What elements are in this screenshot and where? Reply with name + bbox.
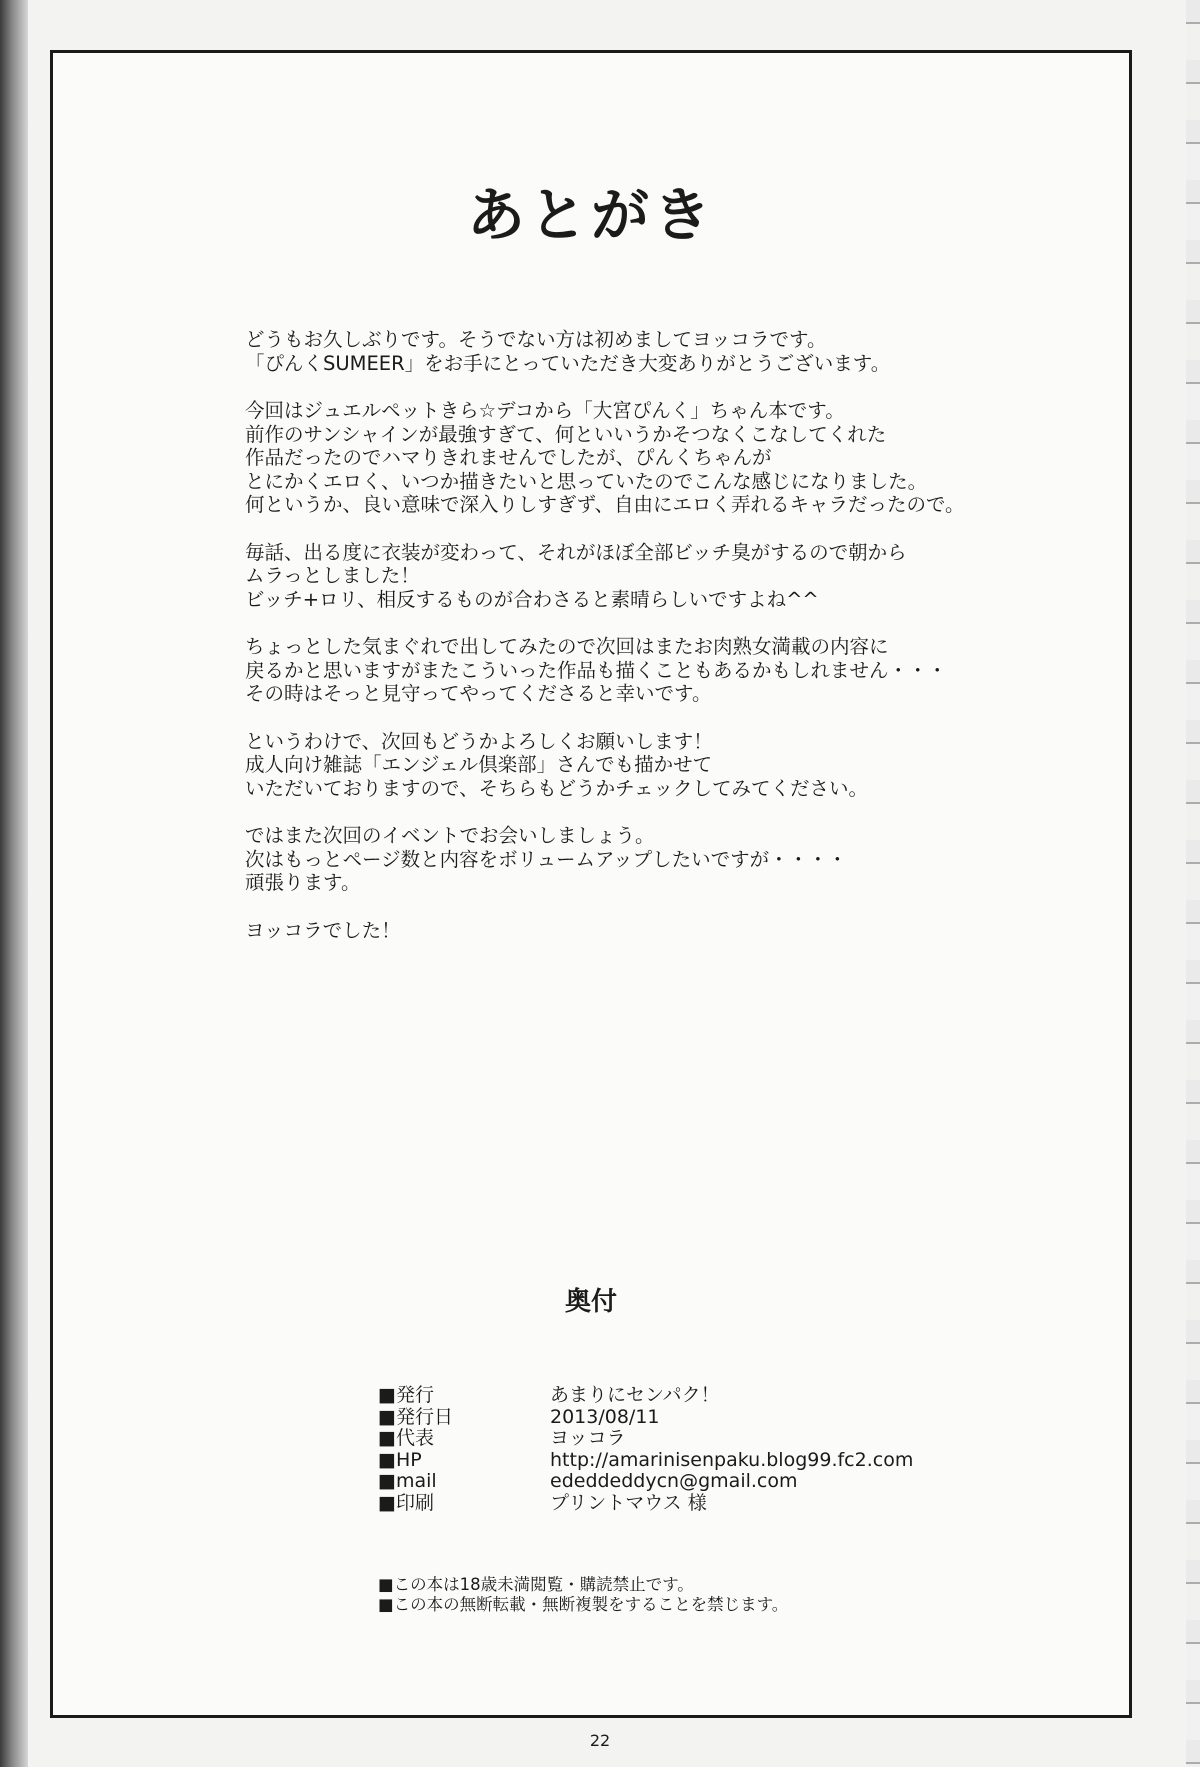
text-line: ちょっとした気まぐれで出してみたので次回はまたお肉熟女満載の内容に <box>245 635 889 658</box>
colophon-value: http://amarinisenpaku.blog99.fc2.com <box>550 1448 914 1471</box>
colophon-row-printer <box>378 1493 1078 1515</box>
text-line: 頑張ります。 <box>245 871 361 894</box>
afterword-title: あとがき <box>466 181 715 249</box>
colophon-label: ■発行日 <box>378 1405 453 1428</box>
copyright-notice: ■この本の無断転載・無断複製をすることを禁じます。 <box>378 1595 789 1614</box>
text-line: その時はそっと見守ってやってくださると幸いです。 <box>245 682 712 705</box>
paragraph <box>245 919 1125 943</box>
legal-notices <box>378 1575 1078 1615</box>
colophon-value: ededdeddycn@gmail.com <box>550 1470 798 1492</box>
text-line: ヨッコラでした！ <box>245 918 401 942</box>
text-line: というわけで、次回もどうかよろしくお願いします！ <box>245 729 713 753</box>
colophon-row-date <box>378 1407 1078 1429</box>
book-spine-shadow <box>0 0 28 1767</box>
colophon-value: ヨッコラ <box>550 1427 626 1449</box>
text-line: 今回はジュエルペットきら☆デコから「大宮ぴんく」ちゃん本です。 <box>245 399 845 422</box>
paragraph <box>245 824 1125 895</box>
text-line: 戻るかと思いますがまたこういった作品も描くこともあるかもしれません・・・ <box>245 658 948 682</box>
colophon-row-representative <box>378 1428 1078 1450</box>
text-line: どうもお久しぶりです。そうでない方は初めましてヨッコラです。 <box>245 328 827 351</box>
colophon-label: ■印刷 <box>378 1491 434 1514</box>
text-line: いただいておりますので、そちらもどうかチェックしてみてください。 <box>245 776 869 800</box>
colophon-table <box>378 1385 1078 1514</box>
colophon-value: 2013/08/11 <box>550 1405 660 1428</box>
text-line: 作品だったのでハマりきれませんでしたが、ぴんくちゃんが <box>245 446 772 469</box>
colophon-value: プリントマウス 様 <box>550 1491 707 1514</box>
page-frame <box>50 50 1132 1718</box>
colophon-row-homepage <box>378 1450 1078 1472</box>
text-line: 前作のサンシャインが最強すぎて、何といいうかそつなくこなしてくれた <box>245 422 887 446</box>
colophon-label: ■発行 <box>378 1384 434 1406</box>
text-line: ではまた次回のイベントでお会いしましょう。 <box>245 824 655 847</box>
text-line: 成人向け雑誌「エンジェル倶楽部」さんでも描かせて <box>245 753 713 776</box>
afterword-body <box>245 328 1125 966</box>
text-line: 毎話、出る度に衣装が変わって、それがほぼ全部ビッチ臭がするので朝から <box>245 540 907 564</box>
paragraph <box>245 399 1125 517</box>
colophon-label: ■mail <box>378 1470 437 1492</box>
facing-page-edge <box>1186 0 1200 1767</box>
text-line: 次はもっとページ数と内容をボリュームアップしたいですが・・・・ <box>245 847 848 871</box>
colophon-row-publisher <box>378 1385 1078 1407</box>
paragraph <box>245 328 1125 375</box>
age-restriction-notice: ■この本は18歳未満閲覧・購読禁止です。 <box>378 1575 694 1594</box>
colophon-value: あまりにセンパク！ <box>550 1384 720 1406</box>
text-line: ムラっとしました！ <box>245 564 420 587</box>
text-line: 何というか、良い意味で深入りしすぎず、自由にエロく弄れるキャラだったので。 <box>245 493 965 516</box>
colophon-label: ■HP <box>378 1448 422 1471</box>
paragraph <box>245 541 1125 612</box>
paragraph <box>245 635 1125 706</box>
colophon-title: 奥付 <box>564 1287 617 1317</box>
colophon-label: ■代表 <box>378 1427 434 1449</box>
text-line: ビッチ+ロリ、相反するものが合わさると素晴らしいですよね^^ <box>245 587 819 611</box>
colophon-row-mail <box>378 1471 1078 1493</box>
text-line: とにかくエロく、いつか描きたいと思っていたのでこんな感じになりました。 <box>245 469 928 493</box>
paragraph <box>245 730 1125 801</box>
page-number: 22 <box>589 1731 611 1750</box>
text-line: 「ぴんくSUMEER」をお手にとっていただき大変ありがとうございます。 <box>245 351 891 375</box>
